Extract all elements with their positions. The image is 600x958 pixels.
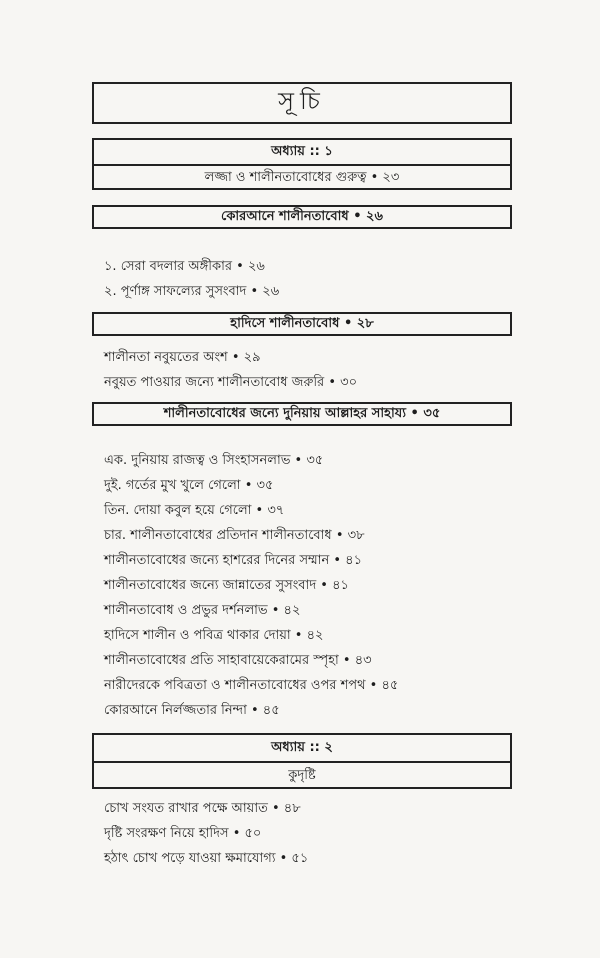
list-item: নবুয়ত পাওয়ার জন্যে শালীনতাবোধ জরুরি • ৩০ — [104, 375, 358, 390]
list-item: হাদিসে শালীন ও পবিত্র থাকার দোয়া • ৪২ — [104, 628, 324, 643]
list-item: শালীনতাবোধের প্রতি সাহাবায়েকেরামের স্পৃহা • ৪৩ — [104, 653, 372, 668]
list-item: ২. পূর্ণাঙ্গ সাফল্যের সুসংবাদ • ২৬ — [104, 284, 280, 299]
section-heading-help: শালীনতাবোধের জন্যে দুনিয়ায় আল্লাহর সাহায্য • ৩৫ — [92, 402, 512, 426]
section-quran-list — [104, 254, 279, 304]
list-item: তিন. দোয়া কবুল হয়ে গেলো • ৩৭ — [104, 503, 285, 518]
chapter-2-box — [92, 733, 512, 789]
toc-title: সূচি — [92, 82, 512, 124]
chapter-1-label: অধ্যায় :: ১ — [94, 140, 510, 166]
list-item: শালীনতাবোধের জন্যে জান্নাতের সুসংবাদ • ৪১ — [104, 578, 349, 593]
list-item: এক. দুনিয়ায় রাজত্ব ও সিংহাসনলাভ • ৩৫ — [104, 453, 324, 468]
list-item: দুই. গর্তের মুখ খুলে গেলো • ৩৫ — [104, 478, 274, 493]
list-item: শালীনতা নবুয়তের অংশ • ২৯ — [104, 350, 261, 365]
list-item: কোরআনে নির্লজ্জতার নিন্দা • ৪৫ — [104, 703, 280, 718]
chapter-2-label: অধ্যায় :: ২ — [94, 735, 510, 763]
list-item: চোখ সংযত রাখার পক্ষে আয়াত • ৪৮ — [104, 801, 301, 816]
list-item: শালীনতাবোধের জন্যে হাশরের দিনের সম্মান • ৪১ — [104, 553, 363, 568]
chapter-1-box — [92, 138, 512, 190]
list-item: হঠাৎ চোখ পড়ে যাওয়া ক্ষমাযোগ্য • ৫১ — [104, 851, 309, 866]
section-heading-hadith: হাদিসে শালীনতাবোধ • ২৮ — [92, 312, 512, 336]
chapter-2-list — [104, 796, 308, 871]
section-help-list — [104, 448, 398, 723]
list-item: শালীনতাবোধ ও প্রভুর দর্শনলাভ • ৪২ — [104, 603, 301, 618]
section-hadith-list — [104, 345, 357, 395]
chapter-1-subtitle: লজ্জা ও শালীনতাবোধের গুরুত্ব • ২৩ — [204, 169, 400, 185]
list-item: চার. শালীনতাবোধের প্রতিদান শালীনতাবোধ • ৩৮ — [104, 528, 365, 543]
chapter-2-subtitle: কুদৃষ্টি — [288, 767, 316, 783]
list-item: ১. সেরা বদলার অঙ্গীকার • ২৬ — [104, 259, 265, 274]
list-item: দৃষ্টি সংরক্ষণ নিয়ে হাদিস • ৫০ — [104, 826, 262, 841]
list-item: নারীদেরকে পবিত্রতা ও শালীনতাবোধের ওপর শপথ • ৪৫ — [104, 678, 399, 693]
section-heading-quran: কোরআনে শালীনতাবোধ • ২৬ — [92, 205, 512, 229]
